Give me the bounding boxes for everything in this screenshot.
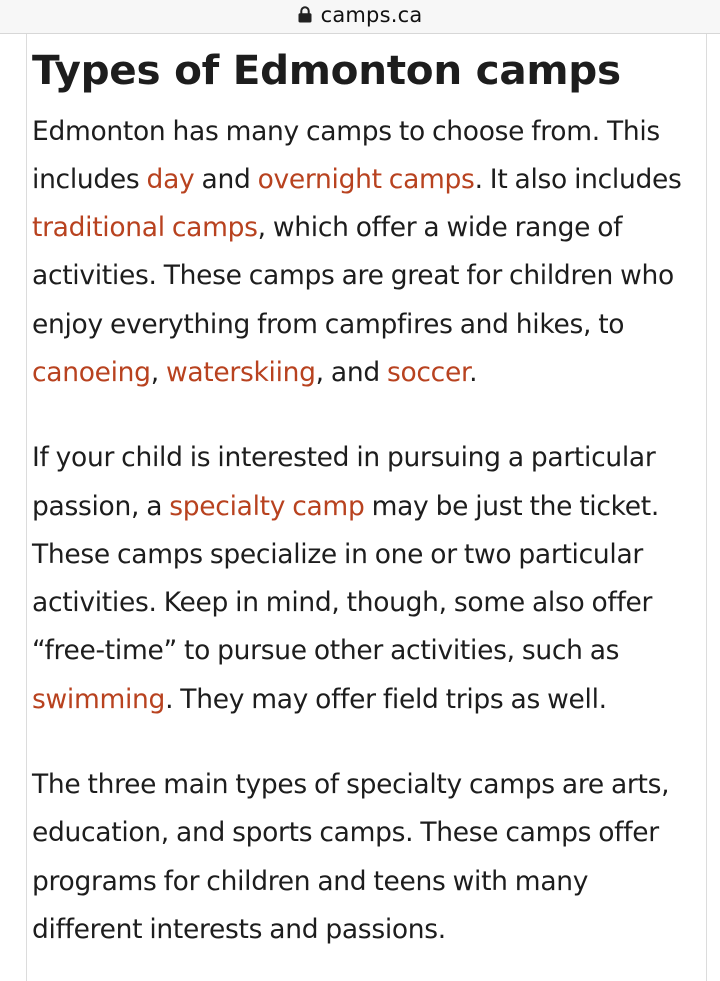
text-span: , and [315,356,387,388]
text-span: programs for children and teens with many [32,865,589,897]
text-span: , which offer a wide range of [257,212,623,244]
text-line [32,579,702,627]
paragraph-specialty-types [32,761,702,954]
browser-url-bar[interactable] [0,0,720,34]
text-span: The three main types of specialty camps are arts, [32,769,670,801]
text-line [32,349,702,397]
text-span: education, and sports camps. These camps offer [32,817,659,849]
text-span: different interests and passions. [32,913,446,945]
link-waterskiing[interactable]: waterskiing [165,356,316,388]
text-span: , [150,356,166,388]
text-span: passion, a [32,490,170,522]
text-span: . It also includes [474,163,682,195]
text-span: These camps specialize in one or two particular [32,538,643,570]
text-line [32,252,702,300]
text-span: and [194,163,258,195]
text-span: activities. These camps are great for children who [32,260,674,292]
text-span: If your child is interested in pursuing a particular [32,442,656,474]
text-span: includes [32,163,147,195]
link-soccer[interactable]: soccer [386,356,470,388]
text-span: enjoy everything from campfires and hikes, to [32,308,625,340]
link-traditional-camps[interactable]: traditional camps [32,212,258,244]
url-text: camps.ca [320,2,423,27]
text-span: “free-time” to pursue other activities, such as [32,635,620,667]
text-span: . They may offer field trips as well. [165,683,607,715]
text-span: activities. Keep in mind, though, some also offer [32,587,653,619]
text-line [32,483,702,531]
text-span: . [469,356,478,388]
text-line [32,627,702,675]
link-canoeing[interactable]: canoeing [32,356,151,388]
text-line [32,676,702,724]
text-line [32,156,702,204]
link-specialty-camp[interactable]: specialty camp [169,490,365,522]
url-display[interactable] [298,3,423,27]
link-day-camps[interactable]: day [146,163,195,195]
text-line [32,906,702,954]
text-span: Edmonton has many camps to choose from. This [32,115,660,147]
text-line [32,108,702,156]
page-title: Types of Edmonton camps [32,46,621,94]
paragraph-camp-types [32,108,702,398]
link-overnight-camps[interactable]: overnight camps [257,163,475,195]
text-line [32,204,702,252]
text-line [32,858,702,906]
text-line [32,301,702,349]
text-span: may be just the ticket. [364,490,659,522]
text-line [32,434,702,482]
lock-icon [298,6,312,23]
text-line [32,531,702,579]
text-line [32,809,702,857]
link-swimming[interactable]: swimming [32,683,166,715]
article-content [26,34,707,981]
text-line [32,761,702,809]
paragraph-specialty-camps [32,434,702,724]
